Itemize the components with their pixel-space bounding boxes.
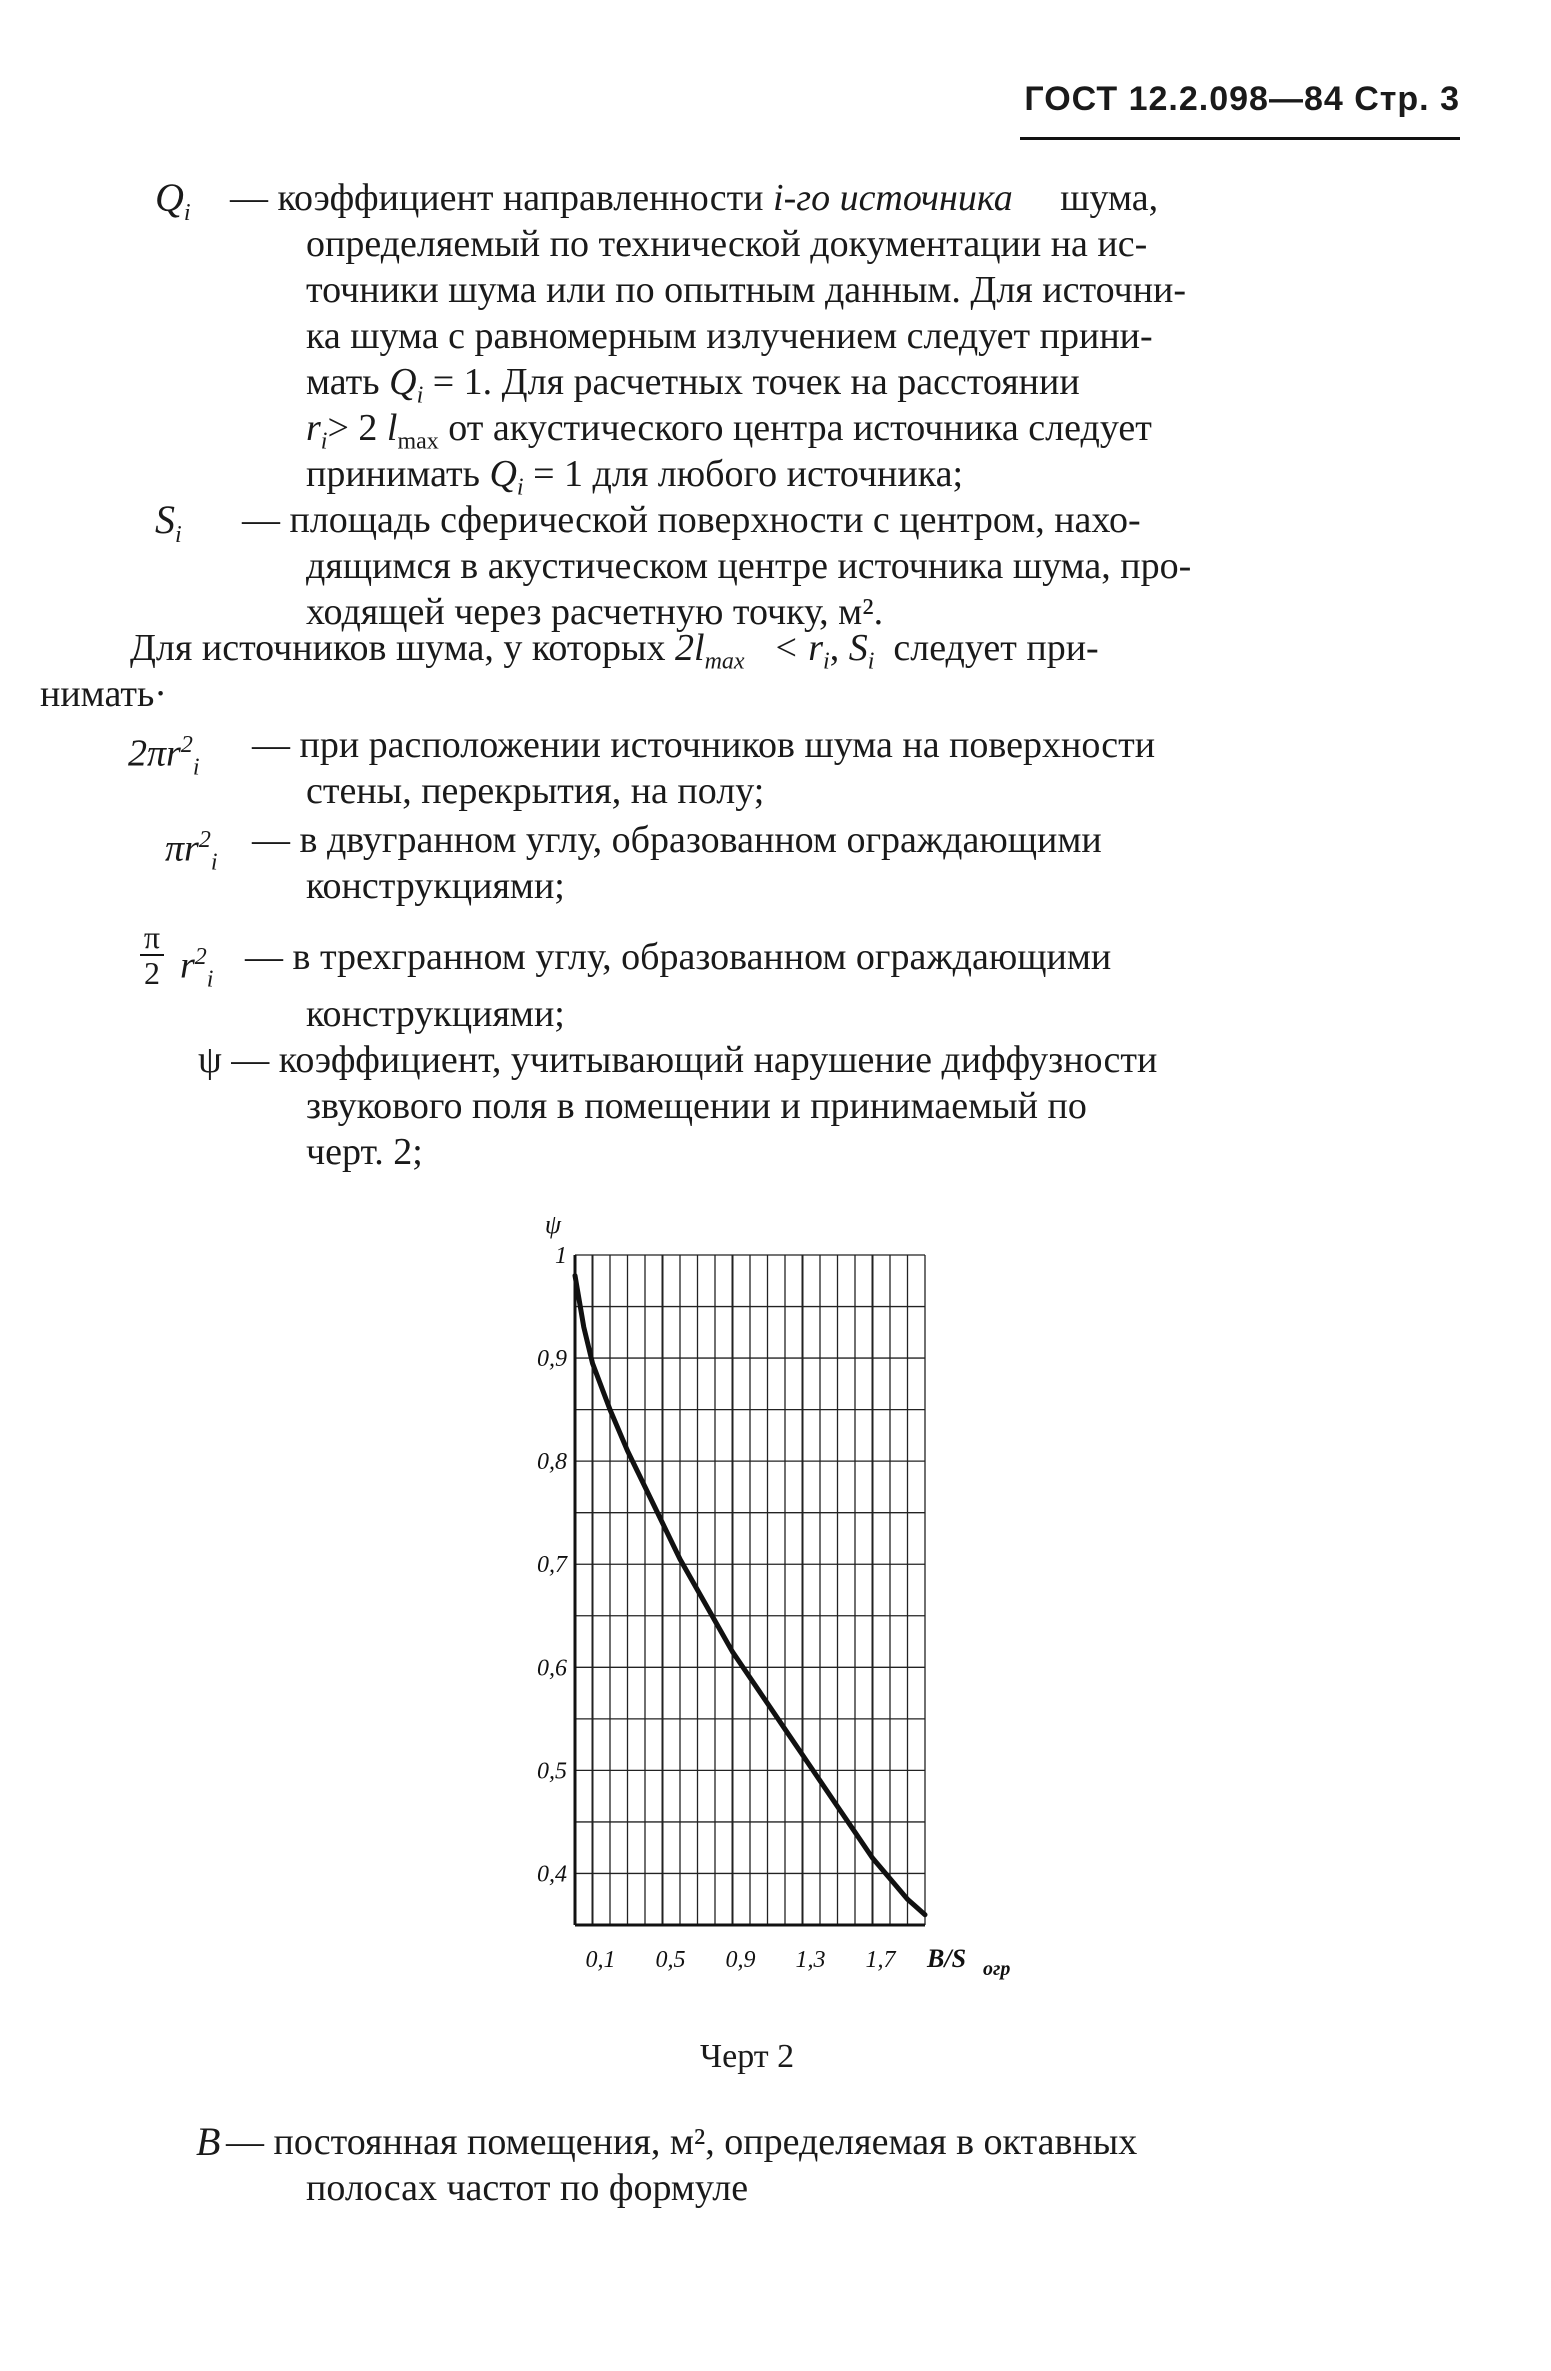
x-tick-label: 0,1 xyxy=(585,1947,616,1973)
page-header: ГОСТ 12.2.098—84 Стр. 3 xyxy=(1024,80,1460,118)
case-1-line-1: — при расположении источников шума на поверхности xyxy=(252,724,1156,766)
q-def-line-1: — коэффициент направленности i-го источника шума, xyxy=(230,177,1159,219)
case-2-line-1: — в двугранном углу, образованном ограждающими xyxy=(252,819,1102,861)
q-def-line-3: точники шума или по опытным данным. Для источни- xyxy=(306,269,1187,311)
s-def-line-2: дящимся в акустическом центре источника шума, про- xyxy=(306,545,1192,587)
psi-line-2: звукового поля в помещении и принимаемый по xyxy=(306,1085,1087,1127)
x-tick-label: 0,5 xyxy=(655,1947,686,1973)
case-1-line-2: стены, перекрытия, на полу; xyxy=(306,770,765,812)
y-tick-label: 0,5 xyxy=(537,1758,567,1785)
q-def-line-2: определяемый по технической документации на ис- xyxy=(306,223,1148,265)
psi-line-3: черт. 2; xyxy=(306,1131,423,1173)
b-def-line-2: полосах частот по формуле xyxy=(306,2167,749,2209)
b-def-line-1: — постоянная помещения, м², определяемая в октавных xyxy=(226,2121,1138,2163)
y-tick-label: 0,8 xyxy=(537,1449,567,1476)
s-def-line-3: ходящей через расчетную точку, м². xyxy=(306,591,884,633)
figure-caption: Черт 2 xyxy=(700,2038,795,2075)
fraction-denominator: 2 xyxy=(144,955,160,991)
para-line-2: нимать· xyxy=(40,673,167,715)
y-tick-label: 1 xyxy=(555,1243,567,1269)
s-def-line-1: — площадь сферической поверхности с центром, нахо- xyxy=(242,499,1141,541)
y-tick-label: 0,4 xyxy=(537,1861,567,1888)
x-axis-label: B/S xyxy=(927,1944,967,1973)
q-def-line-5: мать $Q_i = 1$. Для расчетных точек на расстоянии xyxy=(306,361,1080,409)
psi-chart-svg xyxy=(500,1200,1020,2000)
x-tick-label: 1,7 xyxy=(865,1947,896,1973)
y-tick-label: 0,6 xyxy=(537,1655,567,1682)
q-def-line-7: принимать $Q_i = 1$ для любого источника; xyxy=(306,453,964,501)
case-3-formula: $r^2_i$ xyxy=(180,944,214,993)
case-3-fraction xyxy=(132,920,172,990)
case-2-formula: $\pi r^2_i$ xyxy=(165,827,218,876)
para-line-1: Для источников шума, у которых $2l_{max}$ < $r_i$, $S_i$ следует при- xyxy=(130,627,1099,675)
y-tick-label: 0,7 xyxy=(537,1552,567,1579)
fraction-numerator: π xyxy=(143,919,161,955)
q-def-line-6: $r_i> 2$ $l_{max}$ от акустического центра источника следует xyxy=(306,407,1152,455)
s-symbol: $S_i$ xyxy=(155,497,182,548)
psi-chart xyxy=(500,1200,1020,2000)
x-tick-label: 1,3 xyxy=(795,1947,826,1973)
q-symbol: $Q_i$ xyxy=(155,175,191,226)
q-def-line-4: ка шума с равномерным излучением следует прини- xyxy=(306,315,1153,357)
case-3-line-2: конструкциями; xyxy=(306,993,565,1035)
y-tick-label: 0,9 xyxy=(537,1346,567,1373)
y-axis-label: ψ xyxy=(544,1210,562,1239)
b-symbol: B xyxy=(196,2119,221,2164)
x-tick-label: 0,9 xyxy=(725,1947,756,1973)
header-rule xyxy=(1020,137,1460,140)
case-1-formula: $2\pi r^2_i$ xyxy=(128,732,200,781)
psi-line-1: ψ — коэффициент, учитывающий нарушение диффузности xyxy=(198,1039,1158,1081)
case-3-line-1: — в трехгранном углу, образованном ограждающими xyxy=(245,936,1112,978)
case-2-line-2: конструкциями; xyxy=(306,865,565,907)
x-axis-label-subscript: огр xyxy=(983,1958,1011,1980)
